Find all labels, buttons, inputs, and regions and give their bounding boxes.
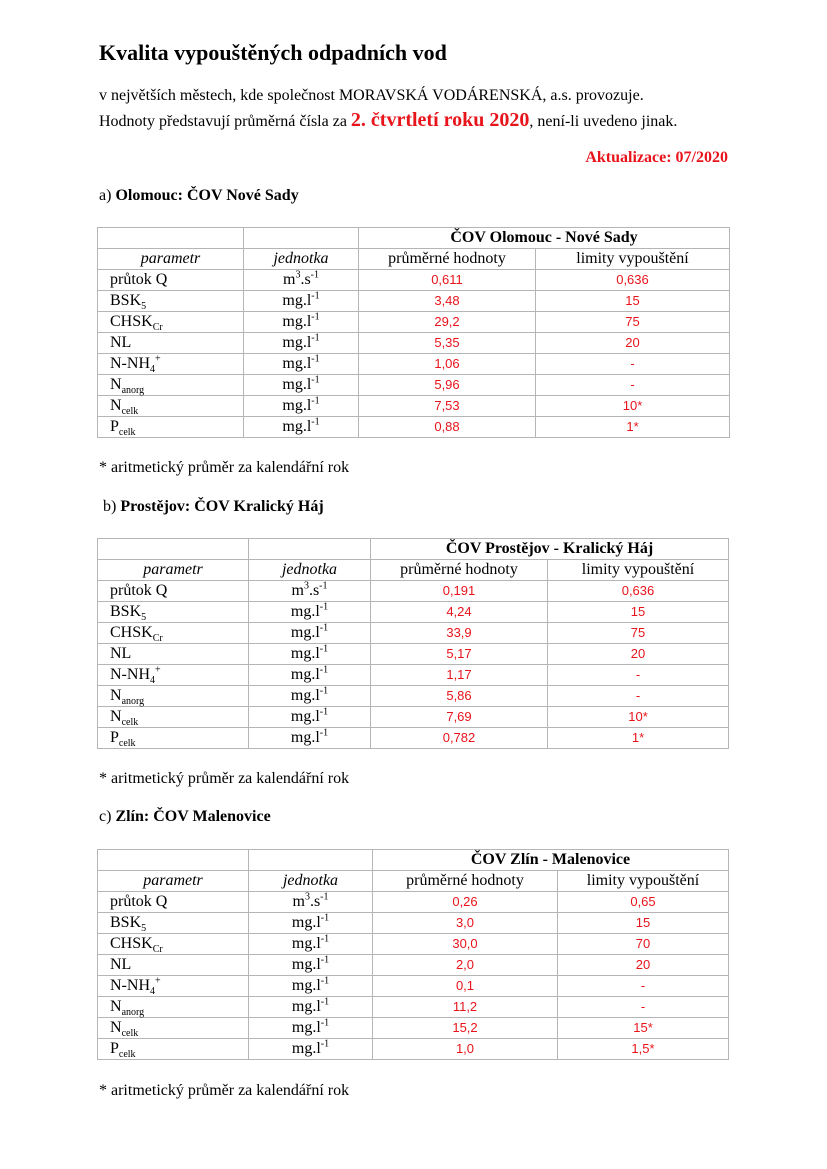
table-row bbox=[98, 913, 729, 934]
average-value: 2,0 bbox=[373, 955, 558, 976]
update-date: Aktualizace: 07/2020 bbox=[585, 149, 728, 166]
column-header-unit: jednotka bbox=[249, 871, 373, 892]
limit-value: 1,5* bbox=[558, 1039, 729, 1060]
table-title-row bbox=[98, 539, 729, 560]
table-row bbox=[98, 417, 730, 438]
section-name: Olomouc: ČOV Nové Sady bbox=[115, 187, 299, 204]
parameter-cell: $CHSK_{Cr}$ bbox=[98, 312, 244, 333]
intro-period: 2. čtvrtletí roku 2020 bbox=[350, 109, 530, 131]
unit-cell: $mg.l^{-1}$ bbox=[244, 375, 359, 396]
column-header-limit: limity vypouštění bbox=[558, 871, 729, 892]
table-row bbox=[98, 291, 730, 312]
parameter-cell: průtok Q bbox=[98, 581, 249, 602]
unit-cell: $mg.l^{-1}$ bbox=[244, 396, 359, 417]
footnote: * aritmetický průměr za kalendářní rok bbox=[99, 1082, 350, 1099]
unit-cell: $mg.l^{-1}$ bbox=[249, 644, 371, 665]
superscript: -1 bbox=[320, 1017, 330, 1029]
average-value: 15,2 bbox=[373, 1018, 558, 1039]
superscript: -1 bbox=[311, 332, 320, 344]
parameter-cell: $N-NH_4^+$ bbox=[98, 665, 249, 686]
subscript: anorg bbox=[121, 385, 145, 397]
average-value: 1,06 bbox=[359, 354, 536, 375]
superscript: -1 bbox=[311, 395, 320, 407]
average-value: 29,2 bbox=[359, 312, 536, 333]
superscript: + bbox=[155, 353, 161, 365]
superscript: -1 bbox=[320, 1038, 330, 1050]
subscript: Cr bbox=[152, 633, 163, 645]
limit-value: - bbox=[536, 354, 730, 375]
unit-cell: $m^3.s^{-1}$ bbox=[249, 892, 373, 913]
table-row bbox=[98, 623, 729, 644]
subscript: 5 bbox=[141, 301, 147, 313]
table-title: ČOV Zlín - Malenovice bbox=[373, 850, 729, 871]
column-header-parameter: parametr bbox=[98, 560, 249, 581]
superscript: -1 bbox=[311, 416, 320, 428]
table-row bbox=[98, 934, 729, 955]
parameter-cell: NL bbox=[98, 955, 249, 976]
column-header-limit: limity vypouštění bbox=[548, 560, 729, 581]
intro-suffix: , není-li uvedeno jinak. bbox=[529, 113, 678, 130]
table-title: ČOV Prostějov - Kralický Háj bbox=[371, 539, 729, 560]
table-row bbox=[98, 728, 729, 749]
average-value: 5,86 bbox=[371, 686, 548, 707]
subscript: celk bbox=[121, 406, 139, 418]
average-value: 30,0 bbox=[373, 934, 558, 955]
column-header-average: průměrné hodnoty bbox=[359, 249, 536, 270]
parameter-cell: $N_{anorg}$ bbox=[98, 686, 249, 707]
limit-value: 0,636 bbox=[536, 270, 730, 291]
table-row bbox=[98, 375, 730, 396]
average-value: 0,191 bbox=[371, 581, 548, 602]
table-row bbox=[98, 665, 729, 686]
wwtp-table bbox=[97, 849, 729, 1060]
average-value: 0,26 bbox=[373, 892, 558, 913]
unit-cell: $mg.l^{-1}$ bbox=[249, 934, 373, 955]
superscript: -1 bbox=[320, 975, 330, 987]
superscript: -1 bbox=[319, 706, 329, 718]
table-header-row bbox=[98, 560, 729, 581]
unit-cell: $mg.l^{-1}$ bbox=[244, 312, 359, 333]
section-heading bbox=[99, 187, 299, 205]
limit-value: 75 bbox=[536, 312, 730, 333]
intro-prefix: Hodnoty představují průměrná čísla za bbox=[99, 113, 347, 130]
table-row bbox=[98, 333, 730, 354]
table-row bbox=[98, 707, 729, 728]
section-prefix: b) bbox=[103, 498, 121, 515]
subscript: Cr bbox=[152, 944, 163, 956]
section-heading bbox=[99, 808, 271, 826]
unit-cell: $mg.l^{-1}$ bbox=[249, 728, 371, 749]
superscript: -1 bbox=[320, 912, 330, 924]
parameter-cell: $P_{celk}$ bbox=[98, 1039, 249, 1060]
superscript: -1 bbox=[310, 269, 320, 281]
empty-cell bbox=[98, 539, 249, 560]
parameter-cell: $CHSK_{Cr}$ bbox=[98, 934, 249, 955]
superscript: -1 bbox=[311, 290, 320, 302]
superscript: -1 bbox=[320, 996, 330, 1008]
unit-cell: $mg.l^{-1}$ bbox=[249, 1018, 373, 1039]
superscript: -1 bbox=[319, 622, 329, 634]
column-header-parameter: parametr bbox=[98, 249, 244, 270]
parameter-cell: $P_{celk}$ bbox=[98, 417, 244, 438]
unit-cell: $mg.l^{-1}$ bbox=[249, 976, 373, 997]
limit-value: 1* bbox=[548, 728, 729, 749]
unit-cell: $mg.l^{-1}$ bbox=[249, 913, 373, 934]
superscript: -1 bbox=[311, 374, 320, 386]
column-header-average: průměrné hodnoty bbox=[373, 871, 558, 892]
unit-cell: $mg.l^{-1}$ bbox=[249, 665, 371, 686]
table-row bbox=[98, 602, 729, 623]
parameter-cell: $N_{celk}$ bbox=[98, 707, 249, 728]
section-prefix: c) bbox=[99, 808, 116, 825]
limit-value: 10* bbox=[548, 707, 729, 728]
subscript: 4 bbox=[150, 364, 155, 376]
parameter-cell: $BSK_5$ bbox=[98, 602, 249, 623]
superscript: -1 bbox=[319, 580, 328, 592]
subscript: 4 bbox=[150, 986, 155, 998]
table-title: ČOV Olomouc - Nové Sady bbox=[359, 228, 730, 249]
subscript: celk bbox=[118, 738, 136, 750]
table-row bbox=[98, 1039, 729, 1060]
average-value: 3,0 bbox=[373, 913, 558, 934]
subscript: Cr bbox=[152, 322, 163, 334]
subscript: 4 bbox=[150, 675, 155, 687]
limit-value: 15 bbox=[548, 602, 729, 623]
unit-cell: $mg.l^{-1}$ bbox=[249, 707, 371, 728]
unit-cell: $m^3.s^{-1}$ bbox=[244, 270, 359, 291]
superscript: -1 bbox=[320, 933, 330, 945]
page-title: Kvalita vypouštěných odpadních vod bbox=[99, 40, 447, 65]
subscript: 5 bbox=[141, 923, 147, 935]
table-row bbox=[98, 892, 729, 913]
superscript: -1 bbox=[320, 891, 329, 903]
subscript: celk bbox=[118, 1049, 136, 1061]
unit-cell: $mg.l^{-1}$ bbox=[249, 602, 371, 623]
subscript: 5 bbox=[141, 612, 147, 624]
unit-cell: $mg.l^{-1}$ bbox=[249, 997, 373, 1018]
table-row bbox=[98, 955, 729, 976]
superscript: -1 bbox=[311, 311, 320, 323]
parameter-cell: průtok Q bbox=[98, 270, 244, 291]
table-row bbox=[98, 581, 729, 602]
limit-value: 20 bbox=[548, 644, 729, 665]
unit-cell: $mg.l^{-1}$ bbox=[244, 291, 359, 312]
superscript: -1 bbox=[320, 954, 330, 966]
table-row bbox=[98, 686, 729, 707]
unit-cell: $mg.l^{-1}$ bbox=[249, 955, 373, 976]
superscript: + bbox=[155, 664, 161, 676]
column-header-average: průměrné hodnoty bbox=[371, 560, 548, 581]
superscript: 3 bbox=[303, 580, 309, 592]
subscript: celk bbox=[121, 717, 139, 729]
average-value: 4,24 bbox=[371, 602, 548, 623]
unit-cell: $mg.l^{-1}$ bbox=[249, 1039, 373, 1060]
parameter-cell: NL bbox=[98, 644, 249, 665]
parameter-cell: průtok Q bbox=[98, 892, 249, 913]
parameter-cell: $N_{celk}$ bbox=[98, 396, 244, 417]
table-row bbox=[98, 354, 730, 375]
column-header-limit: limity vypouštění bbox=[536, 249, 730, 270]
average-value: 5,17 bbox=[371, 644, 548, 665]
subscript: celk bbox=[121, 1028, 139, 1040]
column-header-unit: jednotka bbox=[249, 560, 371, 581]
limit-value: - bbox=[558, 976, 729, 997]
parameter-cell: $BSK_5$ bbox=[98, 291, 244, 312]
superscript: 3 bbox=[304, 891, 310, 903]
superscript: -1 bbox=[319, 643, 329, 655]
average-value: 11,2 bbox=[373, 997, 558, 1018]
average-value: 0,1 bbox=[373, 976, 558, 997]
average-value: 1,17 bbox=[371, 665, 548, 686]
average-value: 5,96 bbox=[359, 375, 536, 396]
table-title-row bbox=[98, 850, 729, 871]
unit-cell: $mg.l^{-1}$ bbox=[244, 354, 359, 375]
limit-value: - bbox=[548, 665, 729, 686]
limit-value: 15* bbox=[558, 1018, 729, 1039]
table-row bbox=[98, 976, 729, 997]
parameter-cell: $P_{celk}$ bbox=[98, 728, 249, 749]
average-value: 7,53 bbox=[359, 396, 536, 417]
section-name: Prostějov: ČOV Kralický Háj bbox=[120, 498, 324, 515]
table-row bbox=[98, 997, 729, 1018]
average-value: 0,88 bbox=[359, 417, 536, 438]
average-value: 5,35 bbox=[359, 333, 536, 354]
intro-line-2 bbox=[99, 108, 677, 134]
intro-line-1: v největších městech, kde společnost MORAVSKÁ VODÁRENSKÁ, a.s. provozuje. bbox=[99, 87, 644, 104]
average-value: 1,0 bbox=[373, 1039, 558, 1060]
table-row bbox=[98, 312, 730, 333]
empty-cell bbox=[249, 850, 373, 871]
superscript: 3 bbox=[295, 269, 301, 281]
unit-cell: $m^3.s^{-1}$ bbox=[249, 581, 371, 602]
superscript: -1 bbox=[319, 601, 329, 613]
parameter-cell: $N_{celk}$ bbox=[98, 1018, 249, 1039]
parameter-cell: $N_{anorg}$ bbox=[98, 997, 249, 1018]
table-row bbox=[98, 1018, 729, 1039]
parameter-cell: $BSK_5$ bbox=[98, 913, 249, 934]
limit-value: 20 bbox=[558, 955, 729, 976]
footnote: * aritmetický průměr za kalendářní rok bbox=[99, 459, 350, 476]
parameter-cell: $N-NH_4^+$ bbox=[98, 354, 244, 375]
subscript: anorg bbox=[121, 696, 145, 708]
limit-value: - bbox=[536, 375, 730, 396]
empty-cell bbox=[244, 228, 359, 249]
table-header-row bbox=[98, 249, 730, 270]
limit-value: - bbox=[548, 686, 729, 707]
table-row bbox=[98, 396, 730, 417]
limit-value: 15 bbox=[536, 291, 730, 312]
empty-cell bbox=[249, 539, 371, 560]
unit-cell: $mg.l^{-1}$ bbox=[244, 417, 359, 438]
empty-cell bbox=[98, 850, 249, 871]
subscript: celk bbox=[118, 427, 136, 439]
unit-cell: $mg.l^{-1}$ bbox=[244, 333, 359, 354]
parameter-cell: $N-NH_4^+$ bbox=[98, 976, 249, 997]
superscript: -1 bbox=[319, 727, 329, 739]
table-row bbox=[98, 644, 729, 665]
column-header-parameter: parametr bbox=[98, 871, 249, 892]
average-value: 0,782 bbox=[371, 728, 548, 749]
limit-value: - bbox=[558, 997, 729, 1018]
footnote: * aritmetický průměr za kalendářní rok bbox=[99, 770, 350, 787]
limit-value: 70 bbox=[558, 934, 729, 955]
superscript: -1 bbox=[311, 353, 320, 365]
table-title-row bbox=[98, 228, 730, 249]
limit-value: 10* bbox=[536, 396, 730, 417]
limit-value: 1* bbox=[536, 417, 730, 438]
table-row bbox=[98, 270, 730, 291]
limit-value: 0,65 bbox=[558, 892, 729, 913]
parameter-cell: NL bbox=[98, 333, 244, 354]
wwtp-table bbox=[97, 227, 730, 438]
average-value: 7,69 bbox=[371, 707, 548, 728]
subscript: anorg bbox=[121, 1007, 145, 1019]
limit-value: 0,636 bbox=[548, 581, 729, 602]
limit-value: 75 bbox=[548, 623, 729, 644]
intro-text bbox=[99, 83, 677, 134]
section-name: Zlín: ČOV Malenovice bbox=[115, 808, 271, 825]
average-value: 3,48 bbox=[359, 291, 536, 312]
parameter-cell: $N_{anorg}$ bbox=[98, 375, 244, 396]
limit-value: 15 bbox=[558, 913, 729, 934]
limit-value: 20 bbox=[536, 333, 730, 354]
superscript: -1 bbox=[319, 664, 329, 676]
unit-cell: $mg.l^{-1}$ bbox=[249, 623, 371, 644]
superscript: + bbox=[155, 975, 161, 987]
superscript: -1 bbox=[319, 685, 329, 697]
wwtp-table bbox=[97, 538, 729, 749]
average-value: 33,9 bbox=[371, 623, 548, 644]
unit-cell: $mg.l^{-1}$ bbox=[249, 686, 371, 707]
parameter-cell: $CHSK_{Cr}$ bbox=[98, 623, 249, 644]
average-value: 0,611 bbox=[359, 270, 536, 291]
table-header-row bbox=[98, 871, 729, 892]
empty-cell bbox=[98, 228, 244, 249]
section-heading bbox=[103, 498, 324, 516]
column-header-unit: jednotka bbox=[244, 249, 359, 270]
section-prefix: a) bbox=[99, 187, 116, 204]
